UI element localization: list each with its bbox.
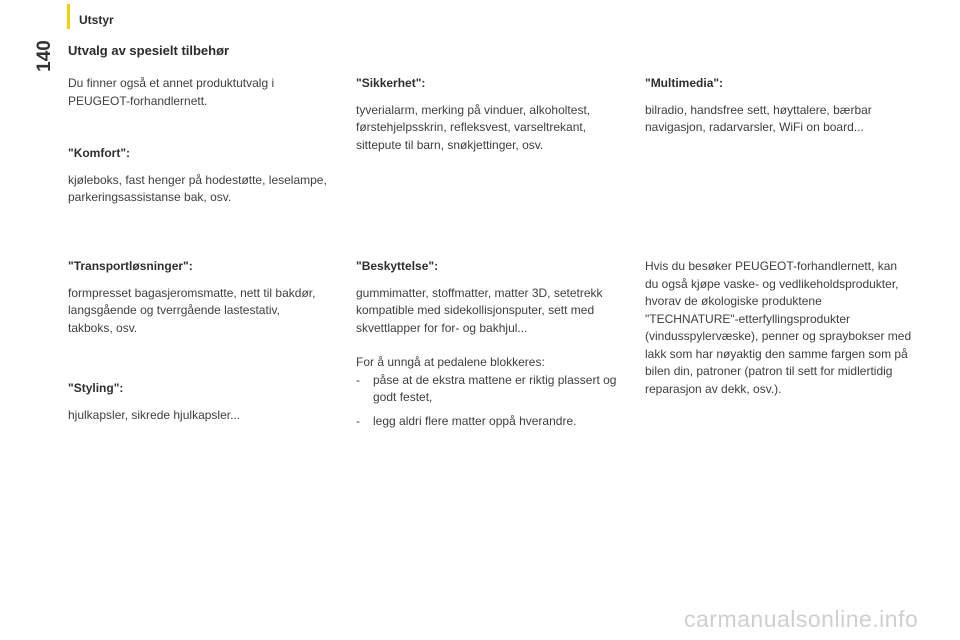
multimedia-text: bilradio, handsfree sett, høyttalere, bærbar navigasjon, radarvarsler, WiFi on board... (645, 102, 872, 134)
watermark: carmanualsonline.info (684, 606, 919, 632)
transport-block (68, 258, 320, 337)
komfort-block (68, 145, 330, 207)
sikkerhet-heading: "Sikkerhet": (356, 76, 426, 90)
transport-heading: "Transportløsninger": (68, 259, 193, 273)
section-title: Utstyr (79, 13, 114, 27)
beskyttelse-text: gummimatter, stoffmatter, matter 3D, setetrekk kompatible med sidekollisjonsputer, sett med skvettlapper for for- og bakhjul... (356, 285, 603, 335)
list-item: - påse at de ekstra mattene er riktig plassert og godt festet, (356, 372, 628, 407)
sikkerhet-text: tyverialarm, merking på vinduer, alkoholtest, førstehjelpsskrin, refleksvest, varseltrekant, sittepute til barn, snøkjettinger, osv. (356, 102, 591, 152)
komfort-heading: "Komfort": (68, 146, 131, 160)
page-number: 140 (34, 40, 55, 72)
styling-text: hjulkapsler, sikrede hjulkapsler... (68, 407, 241, 422)
warning-intro: For å unngå at pedalene blokkeres: (356, 355, 545, 369)
transport-text: formpresset bagasjeromsmatte, nett til bakdør, langsgående og tverrgående lastestativ, takboks, osv. (68, 285, 316, 335)
technature-text: Hvis du besøker PEUGEOT-forhandlernett, kan du også kjøpe vaske- og vedlikeholdsprodukter, hvorav de økologiske produktene "TECHNATURE"-etterfyllingsprodukter (vindusspylervæske), penner og spraybokser med lakk som har nøyaktig den samme fargen som på bilen din, patroner (patron til sett for midlertidig reparasjon av dekk, osv.). (645, 259, 912, 396)
beskyttelse-heading: "Beskyttelse": (356, 259, 439, 273)
styling-heading: "Styling": (68, 381, 124, 395)
section-accent-bar (67, 4, 70, 29)
styling-block (68, 380, 330, 424)
technature-block (645, 258, 913, 398)
page-title: Utvalg av spesielt tilbehør (68, 43, 230, 58)
intro-text: Du finner også et annet produktutvalg i PEUGEOT-forhandlernett. (68, 76, 275, 108)
list-item: - legg aldri flere matter oppå hverandre. (356, 413, 628, 431)
multimedia-heading: "Multimedia": (645, 76, 724, 90)
sikkerhet-block (356, 75, 628, 154)
beskyttelse-block (356, 258, 628, 430)
intro-block (68, 75, 330, 110)
multimedia-block (645, 75, 913, 137)
komfort-text: kjøleboks, fast henger på hodestøtte, leselampe, parkeringsassistanse bak, osv. (68, 172, 327, 204)
warning-list (356, 372, 628, 431)
